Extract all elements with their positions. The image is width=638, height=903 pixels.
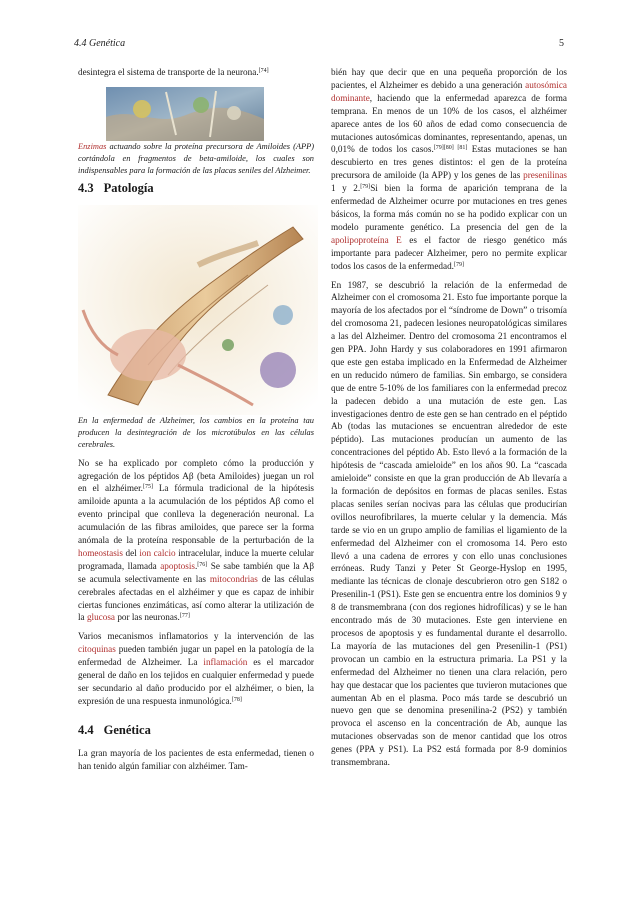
text: Varios mecanismos inflamatorios y la intervención de las	[78, 631, 314, 642]
text: por las neuronas.	[115, 612, 180, 623]
section-number: 4.3	[78, 181, 94, 196]
enzymes-illustration	[106, 87, 264, 141]
page-number: 5	[559, 38, 564, 49]
link-homeostasis[interactable]: homeostasis	[78, 547, 123, 558]
text: Estas mutaciones se han descubierto en tres genes distintos: el gen de la proteína precursora de amiloide (la APP) y los genes de las	[331, 144, 567, 181]
link-enzimas[interactable]: Enzimas	[78, 141, 107, 151]
running-header	[74, 38, 564, 52]
link-inflamacion[interactable]: inflamación	[203, 657, 248, 668]
text: , haciendo que la enfermedad aparezca de forma temprana. En menos de un 10% de los casos, el alzhéimer aparece antes de los 60 años de edad como consecuencia de mutaciones autosómicas dominantes, representando, apenas, un 0,01% de todos los casos.	[331, 92, 567, 155]
link-mitocondrias[interactable]: mitocondrias	[209, 573, 258, 584]
paragraph-genetics-3: En 1987, se descubrió la relación de la enfermedad de Alzheimer con el cromosoma 21. Esto fue importante porque la mayoría de los afectados por el “síndrome de Down” o trisomía del cromosoma 21, padecen lesiones neuropatológicas similares a las del Alzheimer. Dentro del cromosoma 21 encontramos el gen PPA. John Hardy y sus colaboradores en 1991 afirmaron que este gen estaba implicado en la Enfermedad de Alzheimer en un reducido número de familias. Sin embargo, se considera que de entre 5-10% de los familiares con la enfermedad precoz la padecen debido a una mutación de este gen. Las investigaciones dentro de este gen se han centrado en el péptido Ab (todas las mutaciones se encuentran alrededor de este péptido). Las mutaciones producían un aumento de las concentraciones del péptido Ab. Esto llevó a la formación de la hipótesis de “cascada amieloide” en los años 90. La “cascada amieloide” consiste en que la gran producción de Ab llevaría a la formación de depósitos en formas de placas seniles. Estas placas seniles serían nocivas para las células que producirían ovillos neurofibrilares, la muerte celular y la demencia. Más tarde se vio en un grupo amplio de familias el ligamiento de la enfermedad del Alzheimer con el cromosoma 14. Pero esto llevó a una cadena de errores y con ello unas conclusiones erróneas. Rudy Tanzi y Peter St George-Hyslop en 1995, mediante las técnicas de clonaje descubrieron otro gen S182 o Presenilin-1 (PS1). Este gen se encuentra entre los dominios 9 y 8 de transmembrana (con dos regiones hidrofílicas) y se le han encontrado más de 30 mutaciones. Este gen interviene en procesos de apoptosis y es fundamental durante el desarrollo. La mayoría de las mutaciones del gen Presenilin-1 (PS1) provocan un cambio en la estructura primaria. La PS1 y la enfermedad del Alzheimer no tienen una clara relación, pero hay que destacar que los pacientes que tuvieron mutaciones que aumentan Ab en el plasma. Poco más tarde se descubrió un nuevo gen que se denomina presenilina-2 (PS2) y también provoca el ascenso en la concentración de Ab, aunque las mutaciones observadas son de menor cantidad que los otros genes (PPA y PS1). La PS2 está formada por 8-9 dominios transmembrana.	[331, 279, 567, 768]
text: es el marcador general de daño en los tejidos en cualquier enfermedad y puede ser secundario al daño producido por el alzhéimer, o bien, la expresión de una respuesta inmunológica.	[78, 657, 314, 706]
link-autosomica-dominante[interactable]: autosómica dominante	[331, 79, 567, 103]
text: Si bien la forma de aparición temprana de la enfermedad de Alzheimer ocurre por mutaciones en tres genes básicos, la forma más común no se ha podido explicar con un modelo puramente genético. La presencia del gen de la	[331, 183, 567, 232]
citation[interactable]: [74]	[258, 68, 269, 74]
figure-enzymes-image	[106, 87, 264, 141]
left-column	[78, 66, 314, 779]
citation[interactable]: [79]	[360, 184, 371, 191]
link-presenilinas[interactable]: presenilinas	[523, 170, 567, 181]
citation[interactable]: [78]	[231, 696, 242, 703]
figure-caption-enzymes	[78, 141, 314, 176]
citation[interactable]: [79][80] [81]	[433, 145, 468, 152]
intro-text: desintegra el sistema de transporte de la neurona.	[78, 67, 259, 77]
paragraph-pathology-2	[78, 630, 314, 707]
section-number: 4.4	[78, 722, 94, 737]
citation[interactable]: [75]	[142, 484, 153, 491]
link-apolipoproteina-e[interactable]: apolipoproteína E	[331, 234, 402, 245]
link-apoptosis[interactable]: apoptosis	[160, 560, 195, 571]
text: pueden también jugar un papel en la patología de la enfermedad de Alzheimer. La	[78, 644, 314, 668]
section-title: Patología	[103, 181, 154, 196]
section-title: Genética	[103, 722, 151, 737]
section-heading-genetica	[78, 724, 314, 737]
text: Se sabe también que la Aβ se acumula selectivamente en las	[78, 560, 314, 584]
text: intracelular, induce la muerte celular programada, llamada	[78, 547, 314, 571]
text: bién hay que decir que en una pequeña proporción de los pacientes, el Alzheimer es debido a una generación	[331, 67, 567, 90]
link-glucosa[interactable]: glucosa	[86, 612, 116, 623]
text: No se ha explicado por completo cómo la producción y agregación de los péptidos Aβ (beta Amiloides) juegan un rol en el alzhéimer.	[78, 457, 314, 494]
section-heading-patologia	[78, 182, 314, 195]
caption-text: actuando sobre la proteína precursora de Amiloides (APP) cortándola en fragmentos de beta-amiloide, los cuales son indispensables para la formación de las placas seniles del Alzheimer.	[78, 141, 314, 175]
citation[interactable]: [79]	[453, 261, 464, 268]
text: es el factor de riesgo genético más importante para padecer Alzheimer, pero no permite explicar todos los casos de la enfermedad.	[331, 234, 568, 271]
text: .	[194, 560, 198, 571]
citation[interactable]: [76]	[197, 561, 208, 568]
link-citoquinas[interactable]: citoquinas	[78, 644, 116, 655]
text: La fórmula tradicional de la hipótesis amiloide apunta a la acumulación de los péptidos Aβ como el evento principal que conlleva la degeneración neuronal. La acumulación de las fibras amiloides, que parece ser la forma anómala de la proteína responsable de la perturbación de la	[78, 483, 315, 546]
paragraph-genetics-1: La gran mayoría de los pacientes de esta enfermedad, tienen o han tenido algún familiar con alzhéimer. Tam-	[78, 747, 314, 771]
paragraph-intro	[78, 66, 314, 79]
citation[interactable]: [77]	[179, 613, 190, 620]
paragraph-pathology-1	[78, 457, 314, 625]
figure-caption-tau: En la enfermedad de Alzheimer, los cambios en la proteína tau producen la desintegración de los microtúbulos en las células cerebrales.	[78, 416, 314, 449]
figure-tau-image	[78, 205, 318, 415]
text: 1 y 2.	[331, 183, 361, 194]
text: de las células cerebrales afectadas en el alzhéimer y que es capaz de inhibir ciertas funciones enzimáticas, así como alterar la utilización de la	[78, 573, 314, 623]
right-column	[331, 66, 567, 775]
paragraph-genetics-2	[331, 66, 567, 273]
tau-microtubule-illustration	[78, 205, 318, 415]
text: del	[122, 547, 140, 558]
link-ion-calcio[interactable]: ion calcio	[139, 547, 176, 558]
header-section: 4.4 Genética	[74, 38, 126, 49]
